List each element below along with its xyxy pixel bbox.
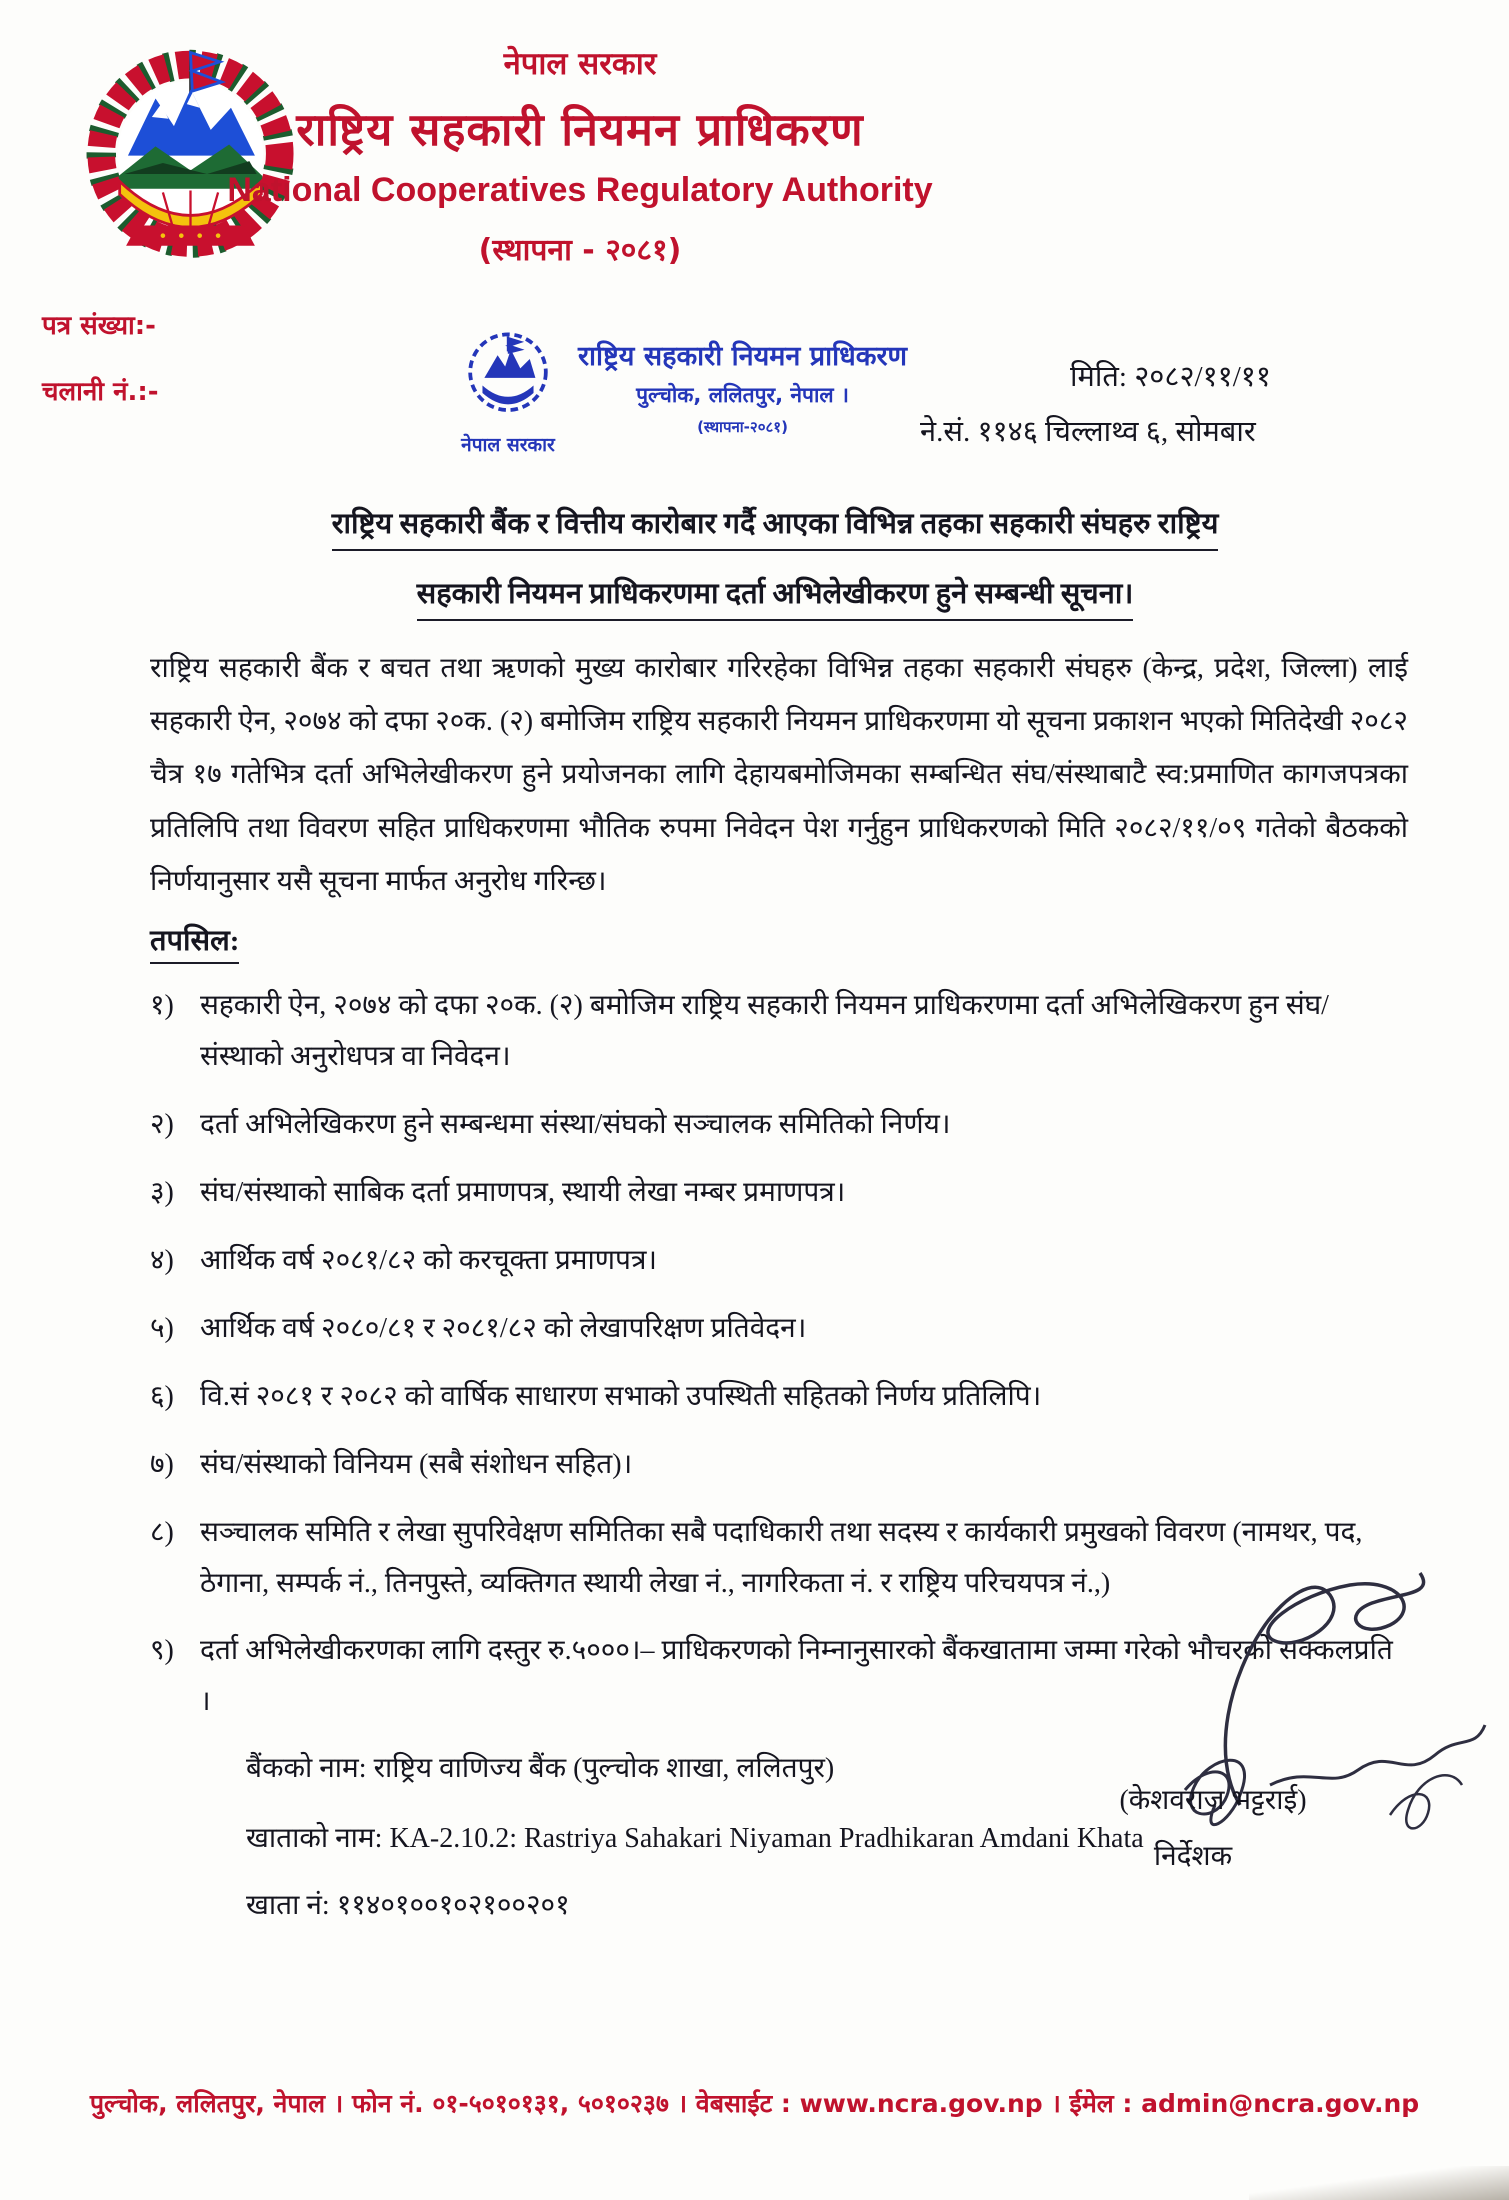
list-item-text: आर्थिक वर्ष २०८१/८२ को करचूक्ता प्रमाणपत्र। bbox=[200, 1244, 658, 1276]
notice-body bbox=[150, 642, 1408, 1932]
scan-artifact bbox=[1249, 2166, 1509, 2200]
list-item-number: ६) bbox=[150, 1380, 174, 1412]
footer-contact-line: पुल्चोक, ललितपुर, नेपाल । फोन नं. ०१-५०१०१३१, ५०१०२३७ । वेबसाईट : www.ncra.gov.np । ईमेल : admin@ncra.gov.np bbox=[89, 2089, 1420, 2118]
list-item-text: सञ्चालक समिति र लेखा सुपरिवेक्षण समितिका सबै पदाधिकारी तथा सदस्य र कार्यकारी प्रमुखको विवरण (नामथर, पद, ठेगाना, सम्पर्क नं., तिनपुस्ते, व्यक्तिगत स्थायी लेखा नं., नागरिकता नं. र राष्ट्रिय परिचयपत्र नं.,) bbox=[200, 1516, 1363, 1599]
list-item-number: ३) bbox=[150, 1176, 174, 1208]
list-item-number: ९) bbox=[150, 1635, 174, 1667]
list-item bbox=[150, 1440, 1408, 1491]
list-item-number: २) bbox=[150, 1108, 174, 1140]
subject-line-2: सहकारी नियमन प्राधिकरणमा दर्ता अभिलेखीकरण हुने सम्बन्धी सूचना। bbox=[417, 573, 1134, 621]
list-item-text: आर्थिक वर्ष २०८०/८१ र २०८१/८२ को लेखापरिक्षण प्रतिवेदन। bbox=[200, 1312, 807, 1344]
government-name: नेपाल सरकार bbox=[503, 46, 657, 82]
letter-number-label: पत्र संख्या:- bbox=[42, 311, 156, 341]
list-item-number: ७) bbox=[150, 1448, 174, 1480]
list-item bbox=[150, 1100, 1408, 1151]
list-item-text: दर्ता अभिलेखिकरण हुने सम्बन्धमा संस्था/संघको सञ्चालक समितिको निर्णय। bbox=[200, 1108, 951, 1140]
office-stamp bbox=[448, 328, 907, 457]
list-item-text: संघ/संस्थाको साबिक दर्ता प्रमाणपत्र, स्थायी लेखा नम्बर प्रमाणपत्र। bbox=[200, 1176, 846, 1208]
list-item-number: ४) bbox=[150, 1244, 174, 1276]
stamp-address: पुल्चोक, ललितपुर, नेपाल । bbox=[636, 383, 849, 407]
list-item-text: संघ/संस्थाको विनियम (सबै संशोधन सहित)। bbox=[200, 1448, 633, 1480]
subject-line-1: राष्ट्रिय सहकारी बैंक र वित्तीय कारोबार गर्दै आएका विभिन्न तहका सहकारी संघहरु राष्ट्रिय bbox=[332, 503, 1219, 551]
signatory-title: निर्देशक bbox=[1153, 1841, 1233, 1872]
list-item bbox=[150, 1626, 1408, 1728]
stamp-established: (स्थापना-२०८१) bbox=[697, 418, 788, 436]
list-item-text: सहकारी ऐन, २०७४ को दफा २०क. (२) बमोजिम राष्ट्रिय सहकारी नियमन प्राधिकरणमा दर्ता अभिलेखिकरण हुन संघ/संस्थाको अनुरोधपत्र वा निवेदन। bbox=[200, 989, 1329, 1072]
authority-name-english: National Cooperatives Regulatory Authority bbox=[227, 171, 933, 209]
bank-account-number: खाता नं: ११४०१००१०२१००२०१ bbox=[246, 1889, 570, 1921]
list-item bbox=[150, 1304, 1408, 1355]
list-item bbox=[150, 1236, 1408, 1287]
reference-block bbox=[42, 306, 159, 408]
stamp-government-label: नेपाल सरकार bbox=[461, 434, 555, 456]
tapasil-heading: तपसिल: bbox=[150, 920, 239, 964]
list-item bbox=[150, 1508, 1408, 1610]
date-block bbox=[920, 356, 1400, 450]
list-item bbox=[150, 1372, 1408, 1423]
body-paragraph: राष्ट्रिय सहकारी बैंक र बचत तथा ऋणको मुख्य कारोबार गरिरहेका विभिन्न तहका सहकारी संघहरु (केन्द्र, प्रदेश, जिल्ला) लाई सहकारी ऐन, २०७४ को दफा २०क. (२) बमोजिम राष्ट्रिय सहकारी नियमन प्राधिकरणमा यो सूचना प्रकाशन भएको मितिदेखी २०८२ चैत्र १७ गतेभित्र दर्ता अभिलेखीकरण हुने प्रयोजनका लागि देहायबमोजिमका सम्बन्धित संघ/संस्थाबाटै स्व:प्रमाणित कागजपत्रका प्रतिलिपि तथा विवरण सहित प्राधिकरणमा भौतिक रुपमा निवेदन पेश गर्नुहुन प्राधिकरणको मिति २०८२/११/०९ गतेको बैठकको निर्णयानुसार यसै सूचना मार्फत अनुरोध गरिन्छ। bbox=[150, 653, 1408, 897]
dispatch-number-label: चलानी नं.:- bbox=[42, 377, 159, 407]
notice-subject bbox=[150, 503, 1400, 621]
list-item-number: १) bbox=[150, 989, 174, 1021]
stamp-emblem-icon bbox=[456, 328, 560, 424]
date-bs: मिति: २०८२/११/११ bbox=[1070, 361, 1271, 393]
letterhead bbox=[185, 42, 975, 269]
list-item-number: ८) bbox=[150, 1516, 174, 1548]
established-year: (स्थापना - २०८१) bbox=[478, 233, 682, 268]
list-item bbox=[150, 981, 1408, 1083]
signatory-block bbox=[1078, 1780, 1348, 1874]
list-item-number: ५) bbox=[150, 1312, 174, 1344]
list-item-text: वि.सं २०८१ र २०८२ को वार्षिक साधारण सभाको उपस्थिती सहितको निर्णय प्रतिलिपि। bbox=[200, 1380, 1042, 1412]
stamp-authority-name: राष्ट्रिय सहकारी नियमन प्राधिकरण bbox=[578, 341, 908, 372]
bank-account-name: खाताको नाम: KA-2.10.2: Rastriya Sahakari Niyaman Pradhikaran Amdani Khata bbox=[246, 1822, 1144, 1854]
list-item-text: दर्ता अभिलेखीकरणका लागि दस्तुर रु.५०००।– प्राधिकरणको निम्नानुसारको बैंकखातामा जम्मा गरेको भौचरको सक्कलप्रति । bbox=[200, 1635, 1393, 1718]
signatory-name: (केशवराज भट्टराई) bbox=[1119, 1785, 1307, 1816]
date-nepal-sambat: ने.सं. ११४६ चिल्लाथ्व ६, सोमबार bbox=[920, 416, 1256, 448]
authority-name-nepali: राष्ट्रिय सहकारी नियमन प्राधिकरण bbox=[296, 103, 864, 156]
list-item bbox=[150, 1168, 1408, 1219]
bank-name: बैंकको नाम: राष्ट्रिय वाणिज्य बैंक (पुल्चोक शाखा, ललितपुर) bbox=[246, 1753, 835, 1785]
